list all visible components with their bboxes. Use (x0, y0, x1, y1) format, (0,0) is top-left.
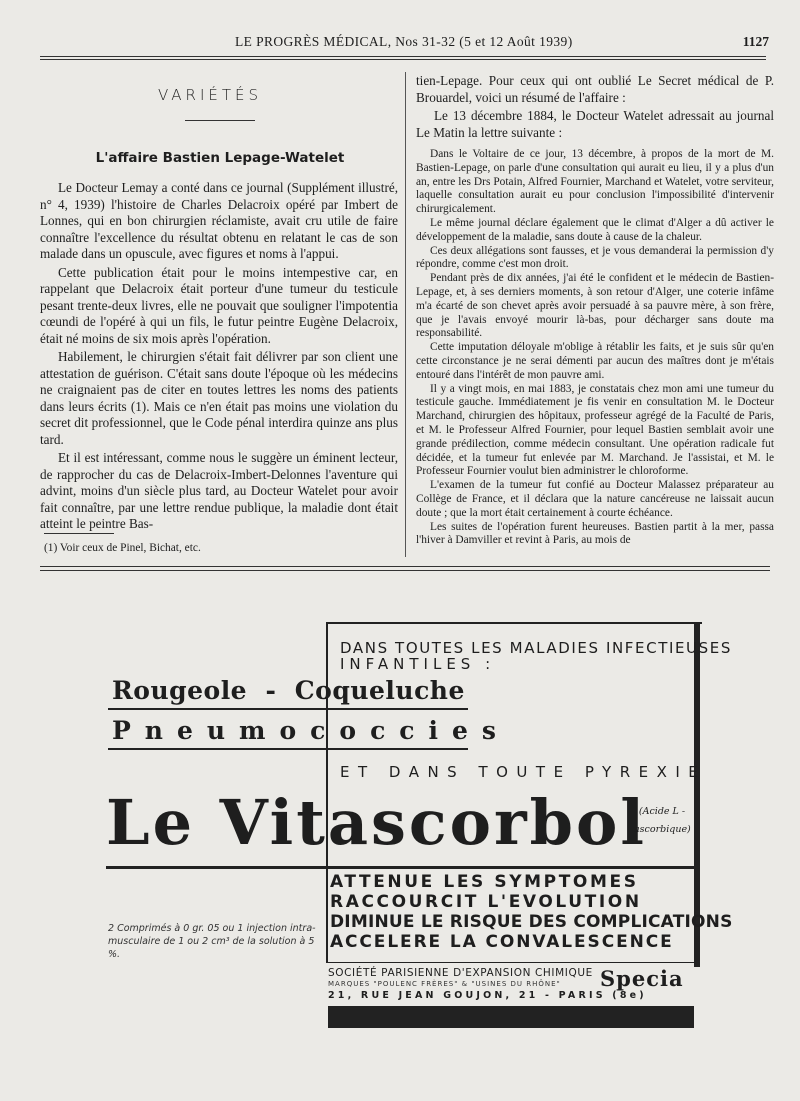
page-rule-1 (40, 566, 770, 567)
acid-note: (Acide L - ascorbique) (634, 806, 691, 835)
benefit-line: ACCELERE LA CONVALESCENCE (330, 932, 674, 952)
benefit-line: RACCOURCIT L'EVOLUTION (330, 892, 642, 912)
letter-paragraph: Ces deux allégations sont fausses, et je vous demanderai la permission d'y répondre, comme c'est mon droit. (416, 244, 774, 271)
column-separator (405, 72, 406, 557)
footnote: (1) Voir ceux de Pinel, Bichat, etc. (44, 542, 201, 554)
ad-top-frame (326, 622, 702, 624)
letter-text (416, 148, 774, 548)
ad-line-2: INFANTILES : (340, 655, 496, 673)
paragraph: Le Docteur Lemay a conté dans ce journal (Supplément illustré, n° 4, 1939) l'histoire de Charles Delacroix opéré par Imbert de Lonnes, qui en bon chirurgien réclamiste, avait cru utile de faire connaître l'excellence du résultat obtenu en relatant le cas de son malade dans un opuscule, avec figures et noms à l'appui. (40, 180, 398, 261)
ad-line-3: ET DANS TOUTE PYREXIE (340, 763, 707, 781)
page-number: 1127 (742, 34, 769, 49)
company-address: 21, RUE JEAN GOUJON, 21 - PARIS (8e) (328, 990, 647, 1001)
section-rule (185, 120, 255, 121)
benefit-line: DIMINUE LE RISQUE DES COMPLICATIONS (330, 912, 733, 932)
paragraph: Habilement, le chirurgien s'était fait délivrer par son client une attestation de guérison. C'était sans doute l'époque où les médecins ne craignaient pas de citer en toutes lettres les noms des patients dans leurs écrits (1). Mais ce n'en était pas moins une violation du secret dit professionnel, que le Code pénal interdira quinze ans plus tard. (40, 349, 398, 447)
company-name: SOCIÉTÉ PARISIENNE D'EXPANSION CHIMIQUE (328, 967, 593, 979)
running-header (40, 34, 769, 54)
page-rule-2 (40, 570, 770, 571)
letter-paragraph: Pendant près de dix années, j'ai été le confident et le médecin de Bastien-Lepage, et, à ses derniers moments, à son retour d'Alger, une coterie infâme m'a écarté de son chevet après avoir persuadé à sa pauvre mère, à son frère, que je l'avais envoyé mourir là-bas, pour décharger sans doute ma responsabilité. (416, 272, 774, 340)
disease-rougeole-coqueluche: Rougeole - Coqueluche (112, 676, 465, 705)
article-title: L'affaire Bastien Lepage-Watelet (95, 150, 345, 166)
dosage-note: 2 Comprimés à 0 gr. 05 ou 1 injection intra-musculaire de 1 ou 2 cm³ de la solution à 5 %. (108, 923, 316, 960)
footnote-rule (44, 533, 114, 534)
header-rule-2 (40, 59, 766, 60)
paragraph: tien-Lepage. Pour ceux qui ont oublié Le Secret médical de P. Brouardel, voici un résumé de l'affaire : (416, 73, 774, 105)
section-title: VARIÉTÉS (157, 86, 263, 104)
right-column-intro (416, 73, 774, 143)
benefit-line: ATTENUE LES SYMPTOMES (330, 872, 639, 892)
paragraph: Le 13 décembre 1884, le Docteur Watelet adressait au journal Le Matin la lettre suivante : (416, 108, 774, 140)
disease-rule-2 (108, 748, 468, 750)
paragraph: Cette publication était pour le moins intempestive car, en rappelant que Delacroix était porteur d'une tumeur du testicule pesant trente-deux livres, elle ne pouvait que souligner l'impotentia cœundi de l'opéré à qui un fils, le futur peintre Eugène Delacroix, était né moins de six mois après l'opération. (40, 264, 398, 346)
letter-paragraph: Les suites de l'opération furent heureuses. Bastien partit à la mer, passa l'hiver à Damviller et revint à Paris, au mois de (416, 520, 774, 547)
left-column (40, 180, 398, 535)
letter-paragraph: Il y a vingt mois, en mai 1883, je constatais chez mon ami une tumeur du testicule gauche. Immédiatement je fis venir en consultation M. le Docteur Marchand, chirurgien des hôpitaux, professeur agrégé de la Faculté de Paris, et M. le Professeur Alfred Fournier, pour lequel Bastien semblait avoir une grande prédilection, comme médecin consultant. Une opération radicale fut décidée, et la tumeur fut enlevée par M. Marchand. Je l'assistai, et M. le Professeur Fournier voulut bien administrer le chloroforme. (416, 382, 774, 478)
letter-paragraph: L'examen de la tumeur fut confié au Docteur Malassez préparateur au Collège de France, et il déclara que la nature cancéreuse ne laissait aucun doute ; que la mort était certainement à courte échéance. (416, 479, 774, 519)
specia-logo: Specia (600, 966, 684, 991)
paragraph: Et il est intéressant, comme nous le suggère un éminent lecteur, de rapprocher du cas de Delacroix-Imbert-Delonnes l'aventure qui advint, moins d'un siècle plus tard, au Docteur Watelet pour avoir fait connaître, par une lettre rendue publique, la maladie dont était atteint le peintre Bas- (40, 450, 398, 531)
header-rule-1 (40, 56, 766, 57)
letter-paragraph: Le même journal déclare également que le climat d'Alger a dû activer le développement de la maladie, sans doute à cause de la chaleur. (416, 216, 774, 243)
disease-pneumococcies: Pneumococcies (112, 716, 511, 745)
journal-header: LE PROGRÈS MÉDICAL, Nos 31-32 (5 et 12 Août 1939) (235, 34, 573, 49)
letter-paragraph: Cette imputation déloyale m'oblige à rétablir les faits, et je suis sûr qu'en cette circonstance je ne serai démenti par aucun des maîtres dont je m'étais entouré dans l'intérêt de mon pauvre ami. (416, 341, 774, 381)
company-rule (326, 962, 698, 963)
letter-paragraph: Dans le Voltaire de ce jour, 13 décembre, à propos de la mort de M. Bastien-Lepage, on parle d'une consultation qui aurait eu lieu, il y a plus d'un an, entre les Drs Potain, Alfred Fournier, Marchand et Watelet, votre serviteur, laquelle consultation aurait eu pour conclusion l'impossibilité d'intervenir chirurgicalement. (416, 148, 774, 216)
ad-line-1: DANS TOUTES LES MALADIES INFECTIEUSES (340, 639, 732, 657)
company-marks: MARQUES "POULENC FRÈRES" & "USINES DU RHÔNE" (328, 980, 561, 988)
disease-rule-1 (108, 708, 468, 710)
brand-underline (106, 866, 694, 869)
ad-bottom-bar (328, 1006, 694, 1028)
brand-vitascorbol: Le Vitascorbol (106, 786, 647, 859)
